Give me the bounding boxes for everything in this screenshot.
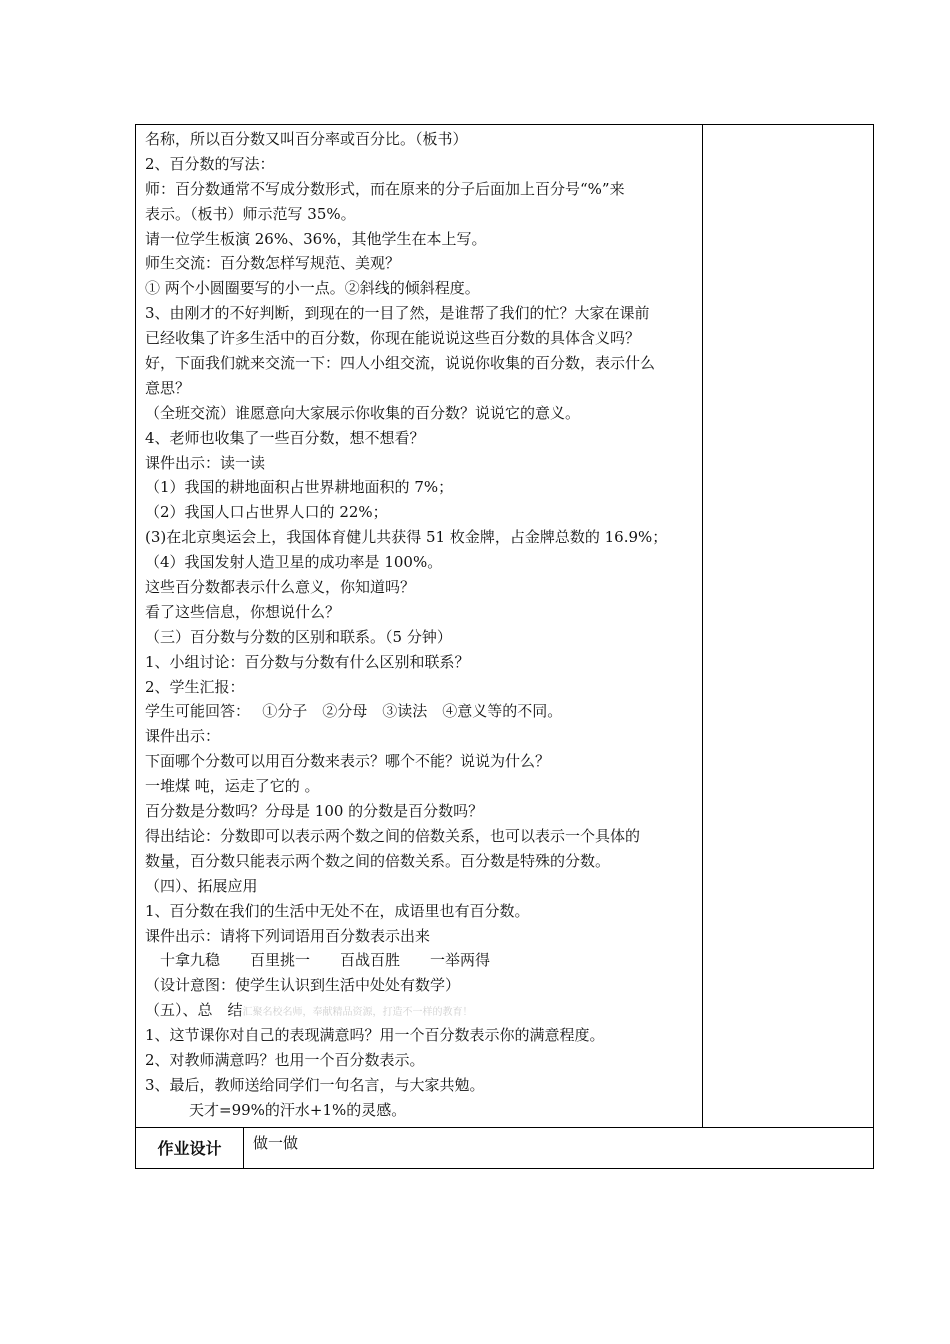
- text-line: （4）我国发射人造卫星的成功率是 100%。: [145, 553, 443, 572]
- text-line: 已经收集了许多生活中的百分数，你现在能说说这些百分数的具体含义吗？: [145, 329, 641, 348]
- quote-line: 天才=99%的汗水+1%的灵感。: [189, 1100, 407, 1119]
- text-line: 一堆煤 吨，运走了它的 。: [145, 777, 320, 796]
- text-line: 表示。（板书）师示范写 35%。: [145, 204, 356, 223]
- text-line: 3、由刚才的不好判断，到现在的一目了然，是谁帮了我们的忙？大家在课前: [145, 304, 650, 323]
- section-heading: （三）百分数与分数的区别和联系。（5 分钟）: [145, 627, 452, 646]
- text-line: 课件出示：: [145, 727, 221, 746]
- text-line: 好，下面我们就来交流一下：四人小组交流，说说你收集的百分数，表示什么: [145, 354, 656, 373]
- text-line: ① 两个小圆圈要写的小一点。②斜线的倾斜程度。: [145, 279, 480, 298]
- text-line: 这些百分数都表示什么意义，你知道吗？: [145, 578, 416, 597]
- text-line: （全班交流）谁愿意向大家展示你收集的百分数？说说它的意义。: [145, 403, 581, 422]
- text-line: （设计意图：使学生认识到生活中处处有数学）: [145, 976, 461, 995]
- section-heading: [145, 998, 702, 1023]
- text-line: 4、老师也收集了一些百分数，想不想看？: [145, 428, 425, 447]
- text-line: 师生交流：百分数怎样写规范、美观？: [145, 254, 401, 273]
- text-line: 看了这些信息，你想说什么？: [145, 602, 341, 621]
- text-line: 2、对教师满意吗？也用一个百分数表示。: [145, 1050, 425, 1069]
- text-line: 下面哪个分数可以用百分数来表示？哪个不能？说说为什么？: [145, 752, 551, 771]
- text-line: 2、学生汇报：: [145, 677, 245, 696]
- text-line: 学生可能回答： ①分子 ②分母 ③读法 ④意义等的不同。: [145, 702, 563, 721]
- text-line: 1、百分数在我们的生活中无处不在，成语里也有百分数。: [145, 901, 530, 920]
- section-heading: （四）、拓展应用: [145, 876, 258, 895]
- text-line: 得出结论：分数即可以表示两个数之间的倍数关系，也可以表示一个具体的: [145, 826, 641, 845]
- text-line: （1）我国的耕地面积占世界耕地面积的 7%；: [145, 478, 454, 497]
- text-line: 课件出示：请将下列词语用百分数表示出来: [145, 926, 431, 945]
- homework-content: 做一做: [253, 1133, 299, 1152]
- text-line: 师：百分数通常不写成分数形式，而在原来的分子后面加上百分号“%”来: [145, 179, 625, 198]
- notes-cell: [703, 125, 873, 1127]
- text-line: 名称，所以百分数又叫百分率或百分比。（板书）: [145, 130, 468, 148]
- text-line: 百分数是分数吗？分母是 100 的分数是百分数吗？: [145, 802, 484, 821]
- summary-heading: （五）、总 结: [145, 1001, 243, 1020]
- text-line: 3、最后，教师送给同学们一句名言，与大家共勉。: [145, 1075, 485, 1094]
- text-line: （2）我国人口占世界人口的 22%；: [145, 503, 388, 522]
- text-line: 数量，百分数只能表示两个数之间的倍数关系。百分数是特殊的分数。: [145, 851, 611, 870]
- homework-row: [135, 1127, 874, 1169]
- text-line: 意思？: [145, 378, 191, 397]
- text-line: 2、百分数的写法：: [145, 154, 275, 173]
- text-line: (3)在北京奥运会上，我国体育健儿共获得 51 枚金牌，占金牌总数的 16.9%；: [145, 528, 668, 547]
- lesson-content-cell: [136, 125, 703, 1127]
- text-line: 请一位学生板演 26%、36%，其他学生在本上写。: [145, 229, 487, 248]
- lesson-plan-table: [135, 124, 874, 1169]
- text-line: 1、这节课你对自己的表现满意吗？用一个百分数表示你的满意程度。: [145, 1026, 605, 1045]
- lesson-process-row: [135, 124, 874, 1127]
- text-line: 课件出示：读一读: [145, 453, 266, 472]
- text-line: 1、小组讨论：百分数与分数有什么区别和联系？: [145, 652, 470, 671]
- homework-label: 作业设计: [136, 1128, 244, 1168]
- watermark-text: 汇聚名校名师，奉献精品资源，打造不一样的教育！: [242, 1007, 473, 1019]
- idiom-list: 十拿九稳 百里挑一 百战百胜 一举两得: [145, 951, 491, 970]
